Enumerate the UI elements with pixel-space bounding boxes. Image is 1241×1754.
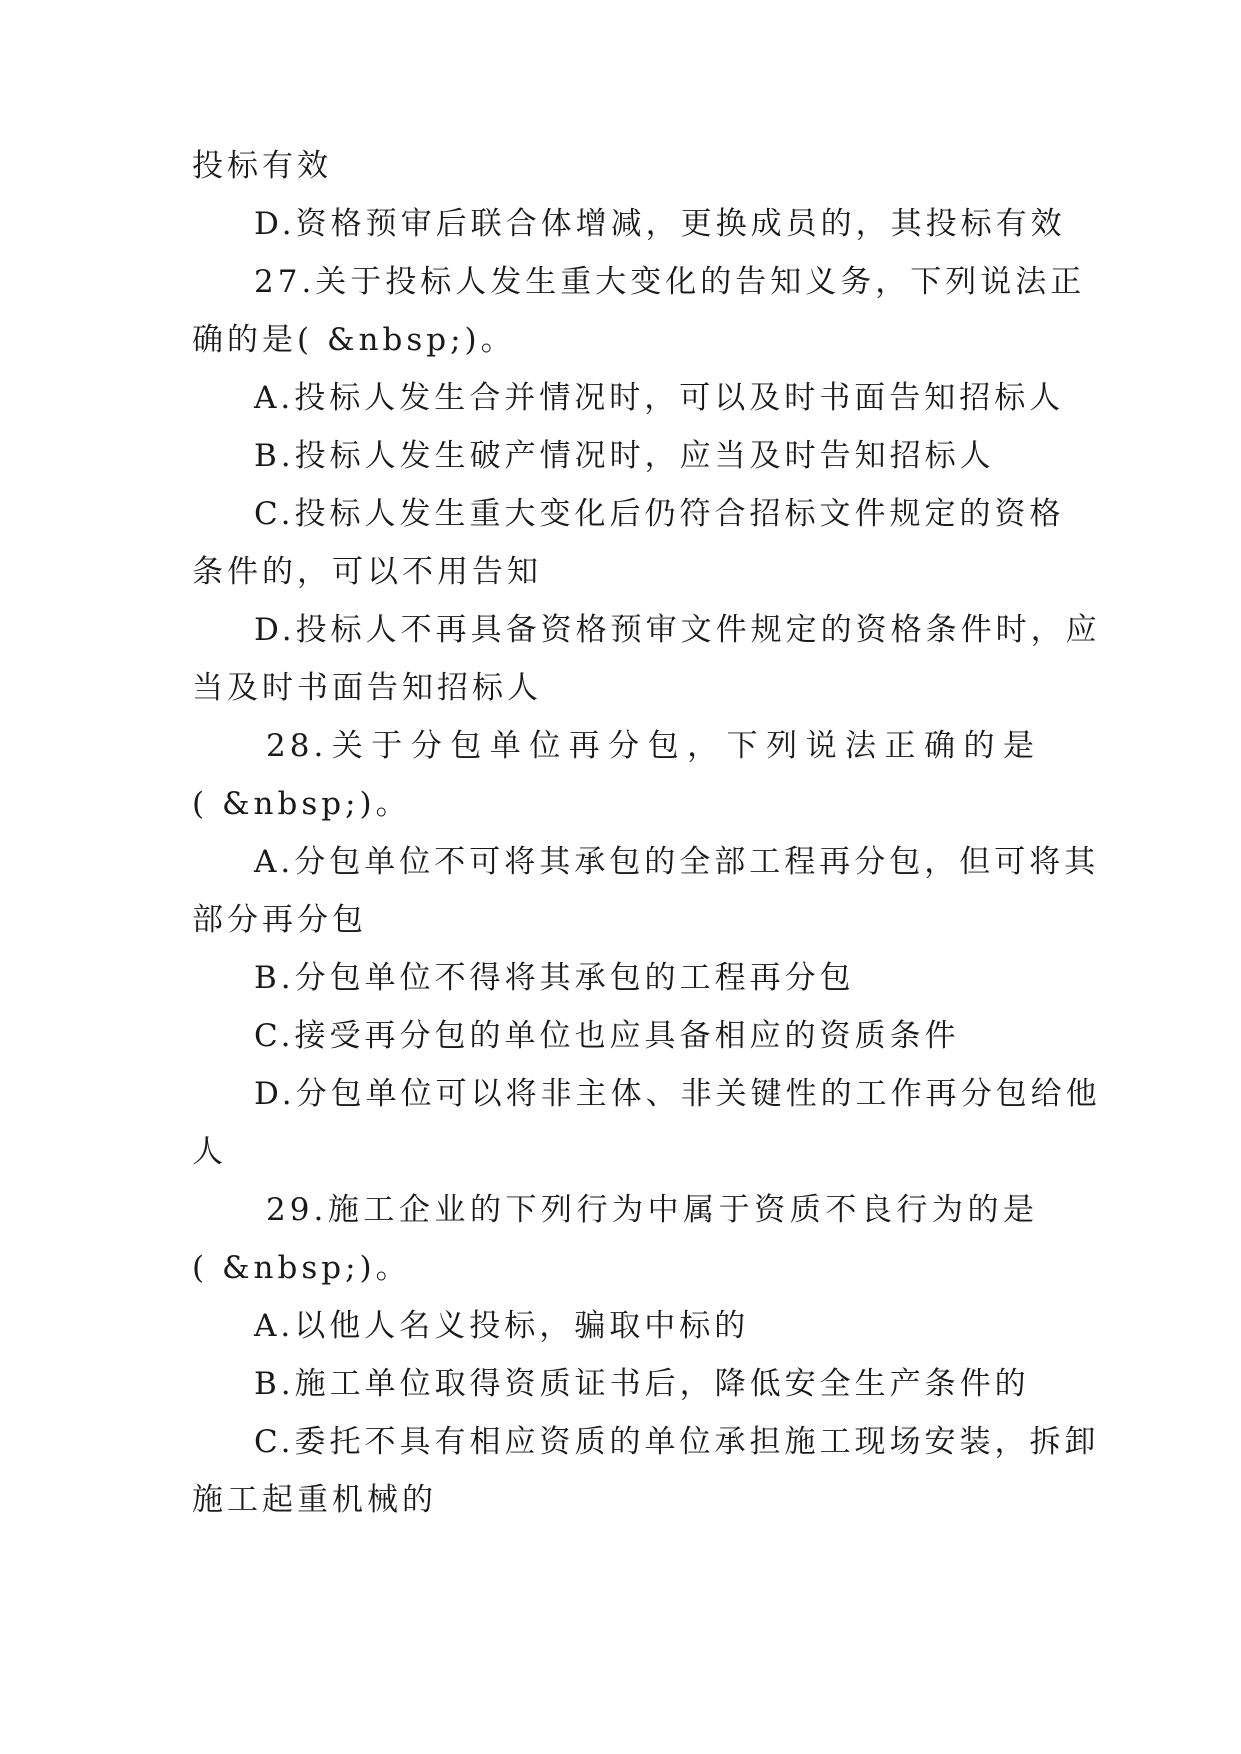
option-b-q27: B.投标人发生破产情况时，应当及时告知招标人 xyxy=(254,438,995,474)
text-line-1: 投标有效 xyxy=(192,148,332,184)
option-c-q28: C.接受再分包的单位也应具备相应的资质条件 xyxy=(254,1018,960,1054)
question-28: 28.关于分包单位再分包，下列说法正确的是 xyxy=(266,728,1038,764)
option-d-q28-continued: 人 xyxy=(192,1134,227,1170)
option-c-q27-continued: 条件的，可以不用告知 xyxy=(192,554,542,590)
option-d-q26: D.资格预审后联合体增减，更换成员的，其投标有效 xyxy=(254,206,1066,242)
option-d-q28: D.分包单位可以将非主体、非关键性的工作再分包给他 xyxy=(254,1076,1101,1112)
question-27-continued: 确的是( &nbsp;)。 xyxy=(192,322,516,358)
question-29-continued: ( &nbsp;)。 xyxy=(192,1250,411,1286)
option-b-q28: B.分包单位不得将其承包的工程再分包 xyxy=(254,960,855,996)
option-c-q29-continued: 施工起重机械的 xyxy=(192,1482,437,1518)
option-c-q27: C.投标人发生重大变化后仍符合招标文件规定的资格 xyxy=(254,496,1065,532)
option-a-q28: A.分包单位不可将其承包的全部工程再分包，但可将其 xyxy=(254,844,1100,880)
option-d-q27-continued: 当及时书面告知招标人 xyxy=(192,670,542,706)
option-a-q29: A.以他人名义投标，骗取中标的 xyxy=(254,1308,750,1344)
option-b-q29: B.施工单位取得资质证书后，降低安全生产条件的 xyxy=(254,1366,1030,1402)
option-d-q27: D.投标人不再具备资格预审文件规定的资格条件时，应 xyxy=(254,612,1101,648)
question-27: 27.关于投标人发生重大变化的告知义务，下列说法正 xyxy=(254,264,1086,300)
option-c-q29: C.委托不具有相应资质的单位承担施工现场安装，拆卸 xyxy=(254,1424,1100,1460)
option-a-q28-continued: 部分再分包 xyxy=(192,902,367,938)
option-a-q27: A.投标人发生合并情况时，可以及时书面告知招标人 xyxy=(254,380,1065,416)
question-28-continued: ( &nbsp;)。 xyxy=(192,786,411,822)
question-29: 29.施工企业的下列行为中属于资质不良行为的是 xyxy=(266,1192,1038,1228)
